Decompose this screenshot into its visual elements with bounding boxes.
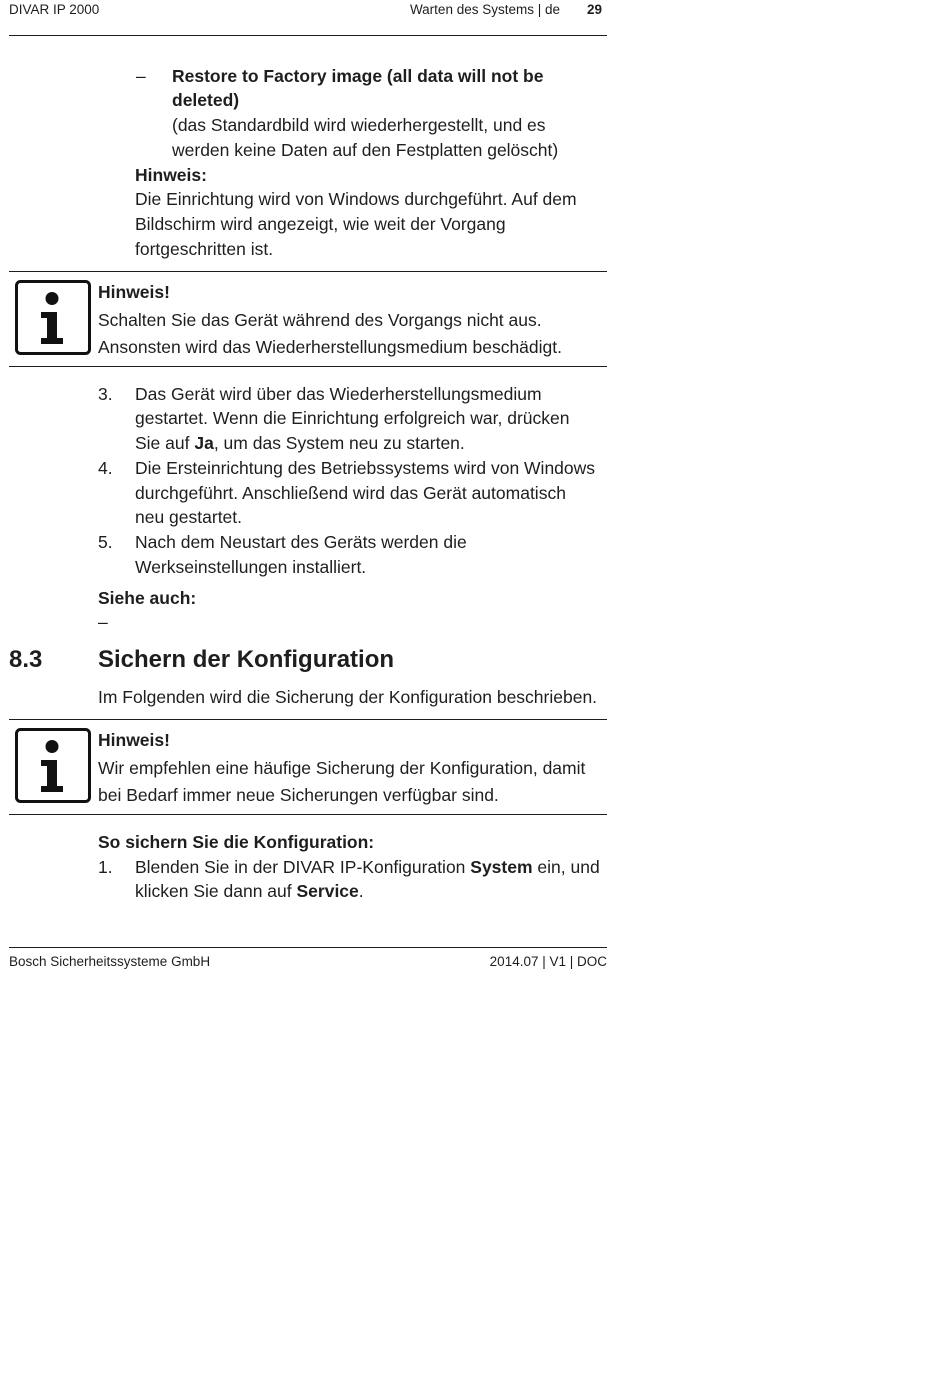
page-number: 29 <box>586 2 602 17</box>
step-text: klicken Sie dann auf <box>135 880 297 901</box>
header-section: Warten des Systems | de <box>409 2 560 17</box>
step-text: Sie auf <box>135 432 195 453</box>
step-line: durchgeführt. Anschließend wird das Gerät automatisch <box>135 482 566 503</box>
notice-line: Schalten Sie das Gerät während des Vorgangs nicht aus. <box>98 309 542 330</box>
notice-line: bei Bedarf immer neue Sicherungen verfügbar sind. <box>98 784 499 805</box>
notice-top-rule <box>9 271 607 272</box>
notice-title: Hinweis! <box>98 729 170 750</box>
step-number: 5. <box>98 531 113 552</box>
step-text: . <box>358 880 364 901</box>
procedure-heading: So sichern Sie die Konfiguration: <box>98 831 375 852</box>
ui-term-ja: Ja <box>194 432 214 453</box>
step-number: 1. <box>98 856 113 877</box>
option-title-line: Restore to Factory image (all data will not be <box>172 65 544 86</box>
notice-line: Ansonsten wird das Wiederherstellungsmedium beschädigt. <box>98 336 562 357</box>
info-icon <box>15 280 91 355</box>
note-line: Bildschirm wird angezeigt, wie weit der Vorgang <box>135 213 506 234</box>
footer-rule <box>9 947 607 948</box>
step-line: gestartet. Wenn die Einrichtung erfolgreich war, drücken <box>135 407 570 428</box>
section-intro: Im Folgenden wird die Sicherung der Konfiguration beschrieben. <box>98 686 598 707</box>
ui-term-system: System <box>470 856 533 877</box>
step-number: 4. <box>98 457 113 478</box>
note-line: fortgeschritten ist. <box>135 238 274 259</box>
info-icon <box>15 728 91 803</box>
note-line: Die Einrichtung wird von Windows durchgeführt. Auf dem <box>135 188 577 209</box>
footer-edition: 2014.07 | V1 | DOC <box>489 954 607 969</box>
list-dash: – <box>136 65 146 86</box>
footer-company: Bosch Sicherheitssysteme GmbH <box>9 954 211 969</box>
step-number: 3. <box>98 383 113 404</box>
step-line <box>135 855 600 880</box>
notice-top-rule <box>9 719 607 720</box>
step-text: ein, und <box>532 856 600 877</box>
ui-term-service: Service <box>296 880 359 901</box>
notice-bottom-rule <box>9 366 607 367</box>
see-also-value: – <box>98 611 108 632</box>
step-text: , um das System neu zu starten. <box>213 432 465 453</box>
step-line: Nach dem Neustart des Geräts werden die <box>135 531 467 552</box>
section-number: 8.3 <box>9 646 43 673</box>
step-text: Blenden Sie in der DIVAR IP-Konfiguration <box>135 856 471 877</box>
step-line <box>135 879 364 904</box>
notice-bottom-rule <box>9 814 607 815</box>
step-line <box>135 431 465 456</box>
step-line: Die Ersteinrichtung des Betriebssystems wird von Windows <box>135 457 596 478</box>
step-line: neu gestartet. <box>135 506 243 527</box>
step-line: Werkseinstellungen installiert. <box>135 556 367 577</box>
see-also-label: Siehe auch: <box>98 587 197 608</box>
option-title-line: deleted) <box>172 89 240 110</box>
option-desc-line: werden keine Daten auf den Festplatten gelöscht) <box>172 139 559 160</box>
option-desc-line: (das Standardbild wird wiederhergestellt, und es <box>172 114 546 135</box>
notice-line: Wir empfehlen eine häufige Sicherung der Konfiguration, damit <box>98 757 586 778</box>
section-title: Sichern der Konfiguration <box>98 646 395 673</box>
header-product: DIVAR IP 2000 <box>9 2 100 17</box>
header-rule <box>9 35 607 36</box>
step-line: Das Gerät wird über das Wiederherstellungsmedium <box>135 383 542 404</box>
notice-title: Hinweis! <box>98 281 170 302</box>
note-label: Hinweis: <box>135 164 207 185</box>
